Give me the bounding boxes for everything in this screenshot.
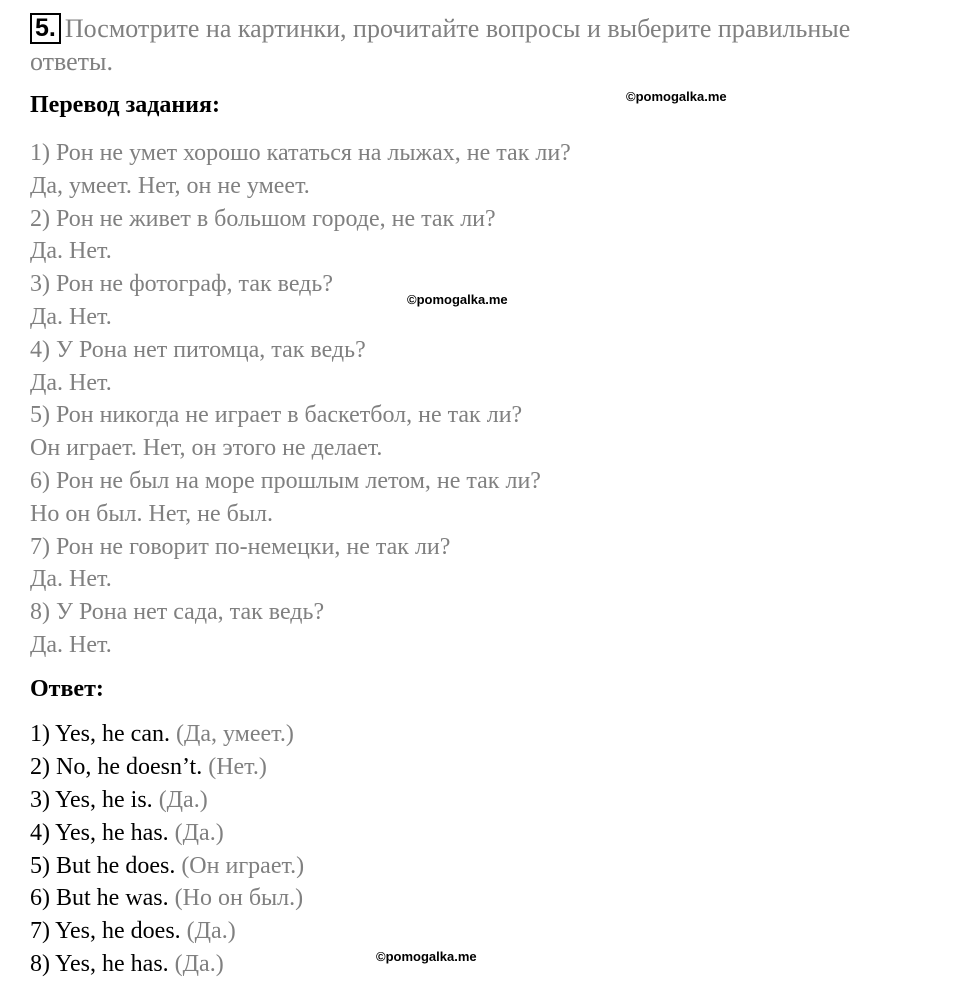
watermark: ©pomogalka.me: [376, 949, 477, 964]
answer-translation: (Нет.): [208, 753, 267, 780]
task-number: 5.: [30, 13, 61, 44]
answer-translation: (Да.): [174, 951, 224, 978]
translation-question: 3) Рон не фотограф, так ведь?: [30, 271, 333, 298]
translation-question: 8) У Рона нет сада, так ведь?: [30, 599, 325, 626]
answer-english: 2) No, he doesn’t.: [30, 753, 203, 780]
answer-translation: (Да, умеет.): [175, 721, 294, 747]
task-instruction: Посмотрите на картинки, прочитайте вопросы и выберите правильные ответы.: [30, 14, 851, 76]
translation-question: 5) Рон никогда не играет в баскетбол, не так ли?: [30, 402, 523, 429]
translation-options: Да. Нет.: [30, 238, 112, 265]
answer-item: [30, 784, 910, 817]
translation-options: Но он был. Нет, не был.: [30, 500, 273, 527]
translation-question: 1) Рон не умет хорошо кататься на лыжах, не так ли?: [30, 140, 571, 166]
translation-options: Да, умеет. Нет, он не умеет.: [30, 172, 310, 199]
answer-translation: (Да.): [158, 786, 208, 813]
answer-item: [30, 948, 910, 981]
answer-english: 7) Yes, he does.: [30, 918, 181, 945]
answer-english: 6) But he was.: [30, 885, 169, 912]
translation-options: Да. Нет.: [30, 566, 112, 593]
answer-english: 8) Yes, he has.: [30, 951, 169, 978]
answer-title: Ответ:: [30, 676, 104, 702]
answer-english: 5) But he does.: [30, 852, 176, 879]
answer-english: 3) Yes, he is.: [30, 786, 153, 813]
answer-translation: (Да.): [174, 819, 224, 846]
translation-options: Да. Нет.: [30, 369, 112, 396]
answer-translation: (Да.): [186, 918, 236, 945]
answer-english: 1) Yes, he can.: [30, 721, 170, 747]
translation-list: [30, 137, 910, 662]
answer-translation: (Но он был.): [174, 885, 304, 912]
answer-translation: (Он играет.): [181, 852, 305, 879]
answer-item: [30, 915, 910, 948]
answer-item: [30, 850, 910, 883]
translation-options: Да. Нет.: [30, 631, 112, 658]
watermark: ©pomogalka.me: [626, 89, 727, 104]
translation-title: Перевод задания:: [30, 92, 220, 118]
answer-item: [30, 882, 910, 915]
watermark: ©pomogalka.me: [407, 292, 508, 307]
translation-question: 2) Рон не живет в большом городе, не так ли?: [30, 205, 496, 232]
translation-question: 6) Рон не был на море прошлым летом, не так ли?: [30, 467, 541, 494]
translation-question: 7) Рон не говорит по-немецки, не так ли?: [30, 533, 451, 560]
answer-list: [30, 718, 910, 981]
translation-options: Он играет. Нет, он этого не делает.: [30, 435, 383, 462]
answer-item: [30, 817, 910, 850]
task-header: [30, 12, 930, 78]
translation-options: Да. Нет.: [30, 303, 112, 330]
answer-english: 4) Yes, he has.: [30, 819, 169, 846]
translation-question: 4) У Рона нет питомца, так ведь?: [30, 336, 366, 363]
answer-item: [30, 751, 910, 784]
answer-item: [30, 718, 910, 751]
